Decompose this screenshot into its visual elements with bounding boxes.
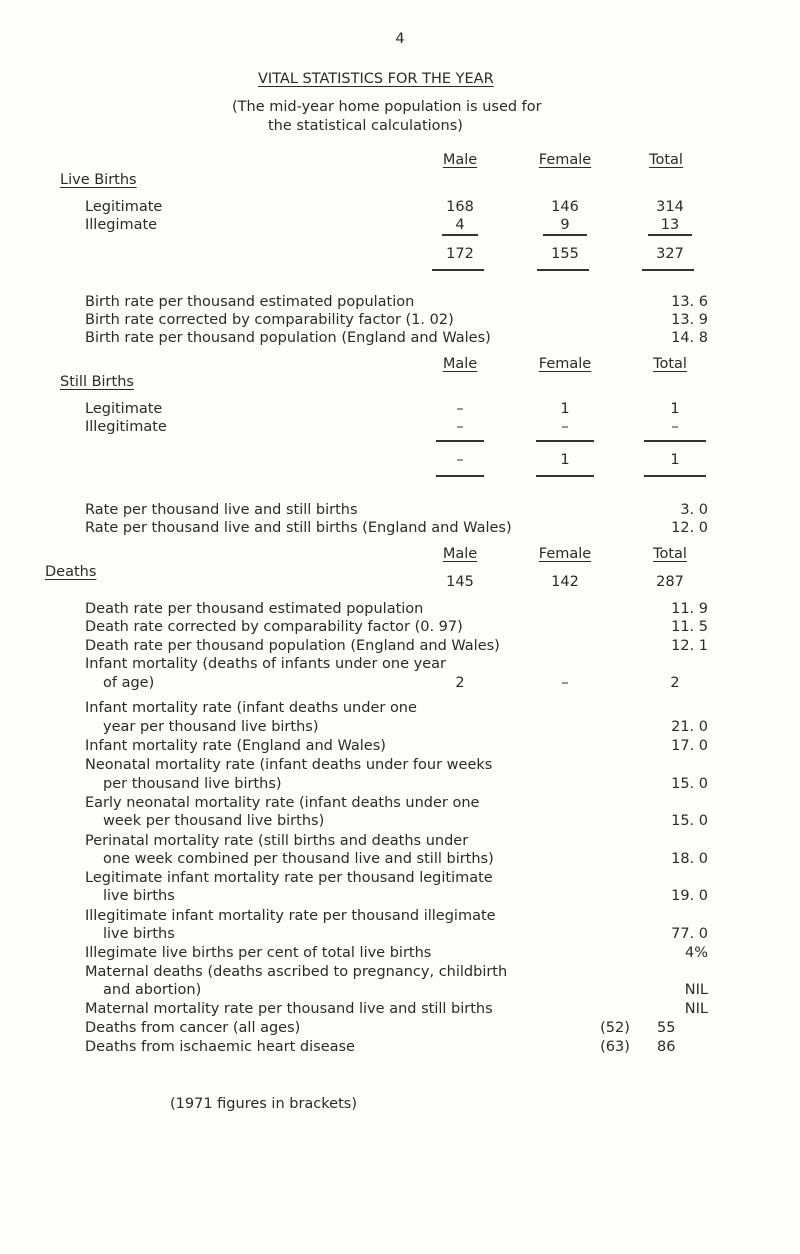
col-header-male: Male	[442, 546, 478, 562]
rate-label: Birth rate per thousand estimated population	[85, 294, 415, 310]
list-item-label: Neonatal mortality rate (infant deaths under four weeks	[85, 757, 493, 773]
rule	[537, 269, 589, 271]
rate-label: Death rate per thousand population (England and Wales)	[85, 638, 500, 654]
rule	[436, 440, 484, 442]
list-item-label: Illegitimate infant mortality rate per thousand illegimate	[85, 908, 496, 924]
total-total: 327	[656, 246, 684, 262]
live-births-heading: Live Births	[60, 172, 137, 188]
cell-total: 13	[660, 217, 680, 233]
rate-value: 3. 0	[680, 502, 708, 518]
list-item-label-cont: and abortion)	[103, 982, 202, 998]
subtitle-line-1: (The mid-year home population is used for	[232, 99, 542, 115]
deaths-female: 142	[551, 574, 579, 590]
cell-male: –	[456, 401, 464, 417]
cell-male: 4	[455, 217, 465, 233]
list-item-value: 18. 0	[671, 851, 708, 867]
col-header-total: Total	[649, 152, 683, 168]
list-item-value: 86	[657, 1039, 676, 1055]
list-item-value: 15. 0	[671, 776, 708, 792]
col-header-male: Male	[442, 356, 478, 372]
infant-female: –	[561, 675, 569, 691]
total-male: –	[456, 452, 464, 468]
rule	[432, 269, 484, 271]
cell-female: 146	[551, 199, 579, 215]
rate-value: 11. 9	[671, 601, 708, 617]
list-item-label: Infant mortality rate (England and Wales)	[85, 738, 386, 754]
underline	[442, 234, 478, 236]
rate-label: Birth rate per thousand population (England and Wales)	[85, 330, 491, 346]
cell-female: 9	[560, 217, 570, 233]
col-header-total: Total	[653, 356, 687, 372]
rule	[436, 475, 484, 477]
infant-mortality-label: Infant mortality (deaths of infants under one year	[85, 656, 446, 672]
list-item-label: Maternal deaths (deaths ascribed to pregnancy, childbirth	[85, 964, 508, 980]
col-header-female: Female	[538, 356, 592, 372]
list-item-value: NIL	[684, 982, 708, 998]
rate-label: Death rate per thousand estimated population	[85, 601, 424, 617]
rate-value: 13. 9	[671, 312, 708, 328]
deaths-total: 287	[656, 574, 684, 590]
rate-value: 12. 1	[671, 638, 708, 654]
rate-value: 12. 0	[671, 520, 708, 536]
list-item-label-cont: per thousand live births)	[103, 776, 282, 792]
rule	[642, 269, 694, 271]
cell-total: 1	[670, 401, 680, 417]
rate-label: Death rate corrected by comparability factor (0. 97)	[85, 619, 463, 635]
rule	[536, 440, 594, 442]
list-item-label: Deaths from ischaemic heart disease	[85, 1039, 355, 1055]
deaths-heading: Deaths	[45, 564, 97, 580]
row-label: Illegimate	[85, 217, 158, 233]
rule	[644, 440, 706, 442]
list-item-label: Perinatal mortality rate (still births and deaths under	[85, 833, 469, 849]
total-female: 155	[551, 246, 579, 262]
list-item-label-cont: live births	[103, 926, 175, 942]
col-header-female: Female	[538, 546, 592, 562]
cell-female: 1	[560, 401, 570, 417]
infant-total: 2	[670, 675, 680, 691]
col-header-female: Female	[538, 152, 592, 168]
total-male: 172	[446, 246, 474, 262]
list-item-value: 15. 0	[671, 813, 708, 829]
rate-label: Birth rate corrected by comparability factor (1. 02)	[85, 312, 454, 328]
cell-total: –	[671, 419, 679, 435]
list-item-prev-year: (52)	[600, 1020, 630, 1036]
cell-female: –	[561, 419, 569, 435]
list-item-value: 55	[657, 1020, 676, 1036]
rate-value: 11. 5	[671, 619, 708, 635]
list-item-label: Legitimate infant mortality rate per thousand legitimate	[85, 870, 493, 886]
list-item-value: 17. 0	[671, 738, 708, 754]
underline	[648, 234, 692, 236]
list-item-label-cont: year per thousand live births)	[103, 719, 319, 735]
list-item-label-cont: week per thousand live births)	[103, 813, 325, 829]
page-number: 4	[395, 31, 405, 47]
list-item-value: 77. 0	[671, 926, 708, 942]
infant-male: 2	[455, 675, 465, 691]
rule	[644, 475, 706, 477]
still-births-heading: Still Births	[60, 374, 134, 390]
row-label: Legitimate	[85, 199, 163, 215]
list-item-label-cont: live births	[103, 888, 175, 904]
col-header-male: Male	[442, 152, 478, 168]
list-item-label: Early neonatal mortality rate (infant deaths under one	[85, 795, 480, 811]
rate-label: Rate per thousand live and still births (England and Wales)	[85, 520, 512, 536]
list-item-value: 19. 0	[671, 888, 708, 904]
row-label: Legitimate	[85, 401, 163, 417]
deaths-male: 145	[446, 574, 474, 590]
list-item-label: Maternal mortality rate per thousand live and still births	[85, 1001, 493, 1017]
footnote: (1971 figures in brackets)	[170, 1096, 357, 1112]
cell-total: 314	[656, 199, 684, 215]
cell-male: –	[456, 419, 464, 435]
cell-male: 168	[446, 199, 474, 215]
list-item-prev-year: (63)	[600, 1039, 630, 1055]
rate-value: 13. 6	[671, 294, 708, 310]
list-item-label-cont: one week combined per thousand live and still births)	[103, 851, 494, 867]
rate-label: Rate per thousand live and still births	[85, 502, 358, 518]
list-item-label: Illegimate live births per cent of total live births	[85, 945, 432, 961]
underline	[543, 234, 587, 236]
list-item-value: 4%	[684, 945, 708, 961]
list-item-value: 21. 0	[671, 719, 708, 735]
rule	[536, 475, 594, 477]
col-header-total: Total	[653, 546, 687, 562]
rate-value: 14. 8	[671, 330, 708, 346]
list-item-label: Infant mortality rate (infant deaths under one	[85, 700, 417, 716]
infant-mortality-label-cont: of age)	[103, 675, 155, 691]
total-female: 1	[560, 452, 570, 468]
list-item-value: NIL	[684, 1001, 708, 1017]
subtitle-line-2: the statistical calculations)	[268, 118, 463, 134]
row-label: Illegitimate	[85, 419, 167, 435]
total-total: 1	[670, 452, 680, 468]
list-item-label: Deaths from cancer (all ages)	[85, 1020, 301, 1036]
page-title: VITAL STATISTICS FOR THE YEAR	[258, 71, 494, 87]
